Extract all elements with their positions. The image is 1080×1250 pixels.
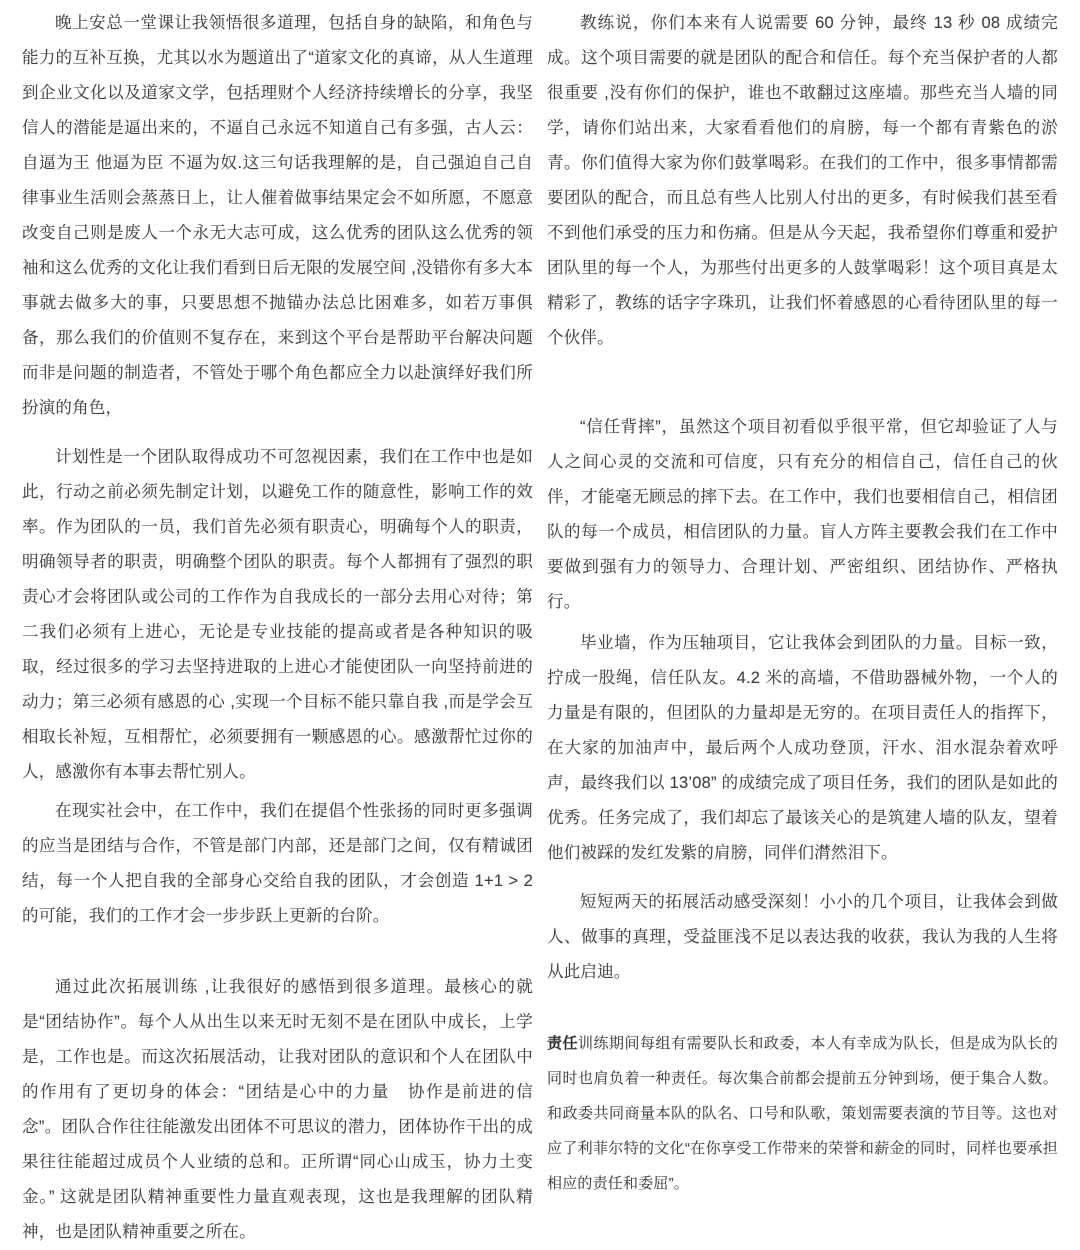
paragraph-planning: 计划性是一个团队取得成功不可忽视因素，我们在工作中也是如此，行动之前必须先制定计划，以避免工作的随意性，影响工作的效率。作为团队的一员，我们首先必须有职责心，明确每个人的职责，明确领导者的职责，明确整个团队的职责。每个人都拥有了强烈的职责心才会将团队或公司的工作作为自我成长的一部分去用心对待；第二我们必须有上进心，无论是专业技能的提高或者是各种知识的吸取，经过很多的学习去坚持进取的上进心才能使团队一向坚持前进的动力；第三必须有感恩的心 ,实现一个目标不能只靠自我 ,而是学会互相取长补短，互相帮忙，必须要拥有一颗感恩的心。感激帮忙过你的人，感激你有本事去帮忙别人。 <box>22 448 533 781</box>
paragraph-trust-fall: “信任背摔”，虽然这个项目初看似乎很平常，但它却验证了人与人之间心灵的交流和可信度，只有充分的相信自己，信任自己的伙伴，才能毫无顾忌的摔下去。在工作中，我们也要相信自己，相信团队的每一个成员，相信团队的力量。盲人方阵主要教会我们在工作中要做到强有力的领导力、合理计划、严密组织、团结协作、严格执行。 <box>547 418 1058 611</box>
paragraph-two-day-summary: 短短两天的拓展活动感受深刻！小小的几个项目，让我体会到做人、做事的真理，受益匪浅不足以表达我的收获，我认为我的人生将从此启迪。 <box>547 893 1058 981</box>
left-column <box>22 6 533 1241</box>
responsibility-text: 训练期间每组有需要队长和政委，本人有幸成为队长，但是成为队长的同时也肩负着一种责任。每次集合前都会提前五分钟到场，便于集合人数。和政委共同商量本队的队名、口号和队歌，策划需要表演的节目等。这也对应了利菲尔特的文化“在你享受工作带来的荣誉和薪金的同时，同样也要承担相应的责任和委屈”。 <box>547 1035 1058 1192</box>
paragraph-graduation-wall: 毕业墙，作为压轴项目，它让我体会到团队的力量。目标一致，拧成一股绳，信任队友。4.2 米的高墙，不借助器械外物，一个人的力量是有限的，但团队的力量却是无穷的。在项目责任人的指挥下，在大家的加油声中，最后两个人成功登顶，汗水、泪水混杂着欢呼声，最终我们以 13’08” 的成绩完成了项目任务，我们的团队是如此的优秀。任务完成了，我们却忘了最该关心的是筑建人墙的队友，望着他们被踩的发红发紫的肩膀，同伴们潸然泪下。 <box>547 634 1058 862</box>
paragraph-coach-speech: 教练说，你们本来有人说需要 60 分钟，最终 13 秒 08 成绩完成。这个项目需要的就是团队的配合和信任。每个充当保护者的人都很重要 ,没有你们的保护，谁也不敢翻过这座墙。那些充当人墙的同学，请你们站出来，大家看看他们的肩膀，每一个都有青紫色的淤青。你们值得大家为你们鼓掌喝彩。在我们的工作中，很多事情都需要团队的配合，而且总有些人比别人付出的更多，有时候我们甚至看不到他们承受的压力和伤痛。但是从今天起，我希望你们尊重和爱护团队里的每一个人，为那些付出更多的人鼓掌喝彩！这个项目真是太精彩了，教练的话字字珠玑，让我们怀着感恩的心看待团队里的每一个伙伴。 <box>547 14 1058 347</box>
responsibility-bold-lead: 责任 <box>547 1035 578 1052</box>
right-column <box>547 6 1058 1192</box>
paragraph-training-insight: 通过此次拓展训练 ,让我很好的感悟到很多道理。最核心的就是“团结协作”。每个人从出生以来无时无刻不是在团队中成长，上学是，工作也是。而这次拓展活动，让我对团队的意识和个人在团队中的作用有了更切身的体会：“团结是心中的力量 协作是前进的信念”。团队合作往往能激发出团体不可思议的潜力，团体协作干出的成果往往能超过成员个人业绩的总和。正所谓“同心山成玉，协力土变金。” 这就是团队精神重要性力量直观表现，这也是我理解的团队精神，也是团队精神重要之所在。 <box>22 978 533 1241</box>
paragraph-evening-lesson: 晚上安总一堂课让我领悟很多道理，包括自身的缺陷，和角色与能力的互补互换，尤其以水为题道出了“道家文化的真谛，从人生道理到企业文化以及道家文学，包括理财个人经济持续增长的分享，我坚信人的潜能是逼出来的，不逼自己永远不知道自己有多强，古人云：自逼为王 他逼为臣 不逼为奴.这三句话我理解的是，自己强迫自己自律事业生活则会蒸蒸日上，让人催着做事结果定会不如所愿，不愿意改变自己则是废人一个永无大志可成，这么优秀的团队这么优秀的领袖和这么优秀的文化让我们看到日后无限的发展空间 ,没错你有多大本事就去做多大的事，只要思想不抛锚办法总比困难多，如若万事俱备，那么我们的价值则不复存在，来到这个平台是帮助平台解决问题而非是问题的制造者，不管处于哪个角色都应全力以赴演绎好我们所扮演的角色， <box>22 14 533 417</box>
paragraph-unity-cooperation: 在现实社会中，在工作中，我们在提倡个性张扬的同时更多强调的应当是团结与合作，不管是部门内部，还是部门之间，仅有精诚团结，每一个人把自我的全部身心交给自我的团队，才会创造 1+1 > 2 的可能，我们的工作才会一步步跃上更新的台阶。 <box>22 802 533 925</box>
paragraph-responsibility <box>547 1026 1058 1201</box>
